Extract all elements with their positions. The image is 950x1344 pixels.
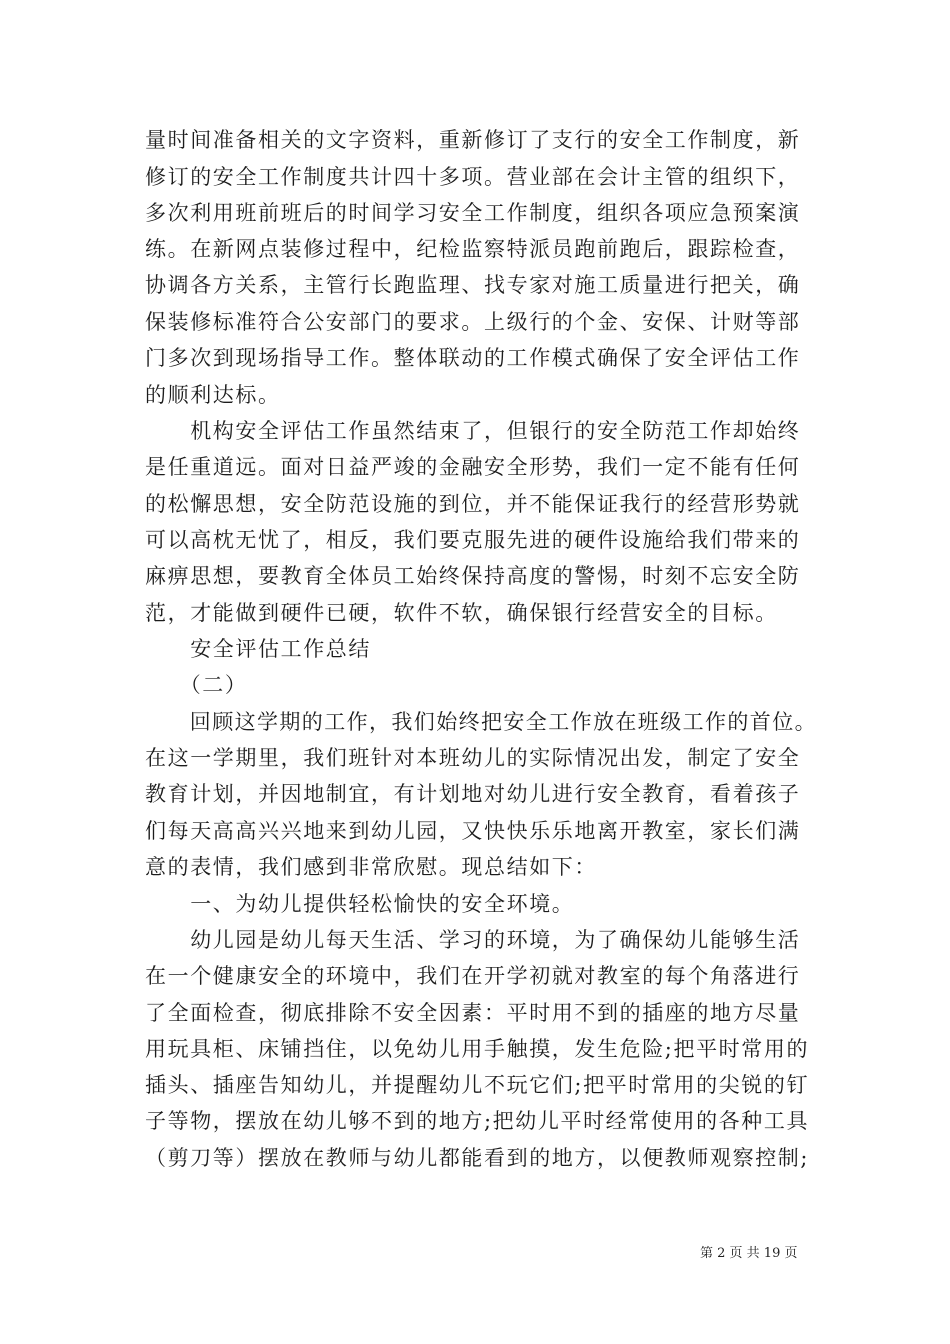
- text-line: 们每天高高兴兴地来到幼儿园，又快快乐乐地离开教室，家长们满: [145, 819, 801, 843]
- text-line: 用玩具柜、床铺挡住，以免幼儿用手触摸，发生危险;把平时常用的: [145, 1037, 810, 1061]
- text-line: 的松懈思想，安全防范设施的到位，并不能保证我行的经营形势就: [145, 492, 801, 516]
- text-line: 范，才能做到硬件已硬，软件不软，确保银行经营安全的目标。: [145, 601, 778, 625]
- text-line: 回顾这学期的工作，我们始终把安全工作放在班级工作的首位。: [145, 710, 817, 734]
- text-line: 修订的安全工作制度共计四十多项。营业部在会计主管的组织下，: [145, 165, 801, 189]
- page-number: 第 2 页 共 19 页: [700, 1246, 798, 1261]
- text-line: 教育计划，并因地制宜，有计划地对幼儿进行安全教育，看着孩子: [145, 782, 801, 806]
- text-line: 意的表情，我们感到非常欣慰。现总结如下：: [145, 855, 597, 879]
- text-line: 在这一学期里，我们班针对本班幼儿的实际情况出发，制定了安全: [145, 746, 801, 770]
- text-line: 的顺利达标。: [145, 383, 281, 407]
- text-line: 是任重道远。面对日益严竣的金融安全形势，我们一定不能有任何: [145, 455, 801, 479]
- text-line: 幼儿园是幼儿每天生活、学习的环境，为了确保幼儿能够生活: [145, 928, 801, 952]
- text-line: 保装修标准符合公安部门的要求。上级行的个金、安保、计财等部: [145, 310, 801, 334]
- text-line: 可以高枕无忧了，相反，我们要克服先进的硬件设施给我们带来的: [145, 528, 801, 552]
- text-line: 练。在新网点装修过程中，纪检监察特派员跑前跑后，跟踪检查，: [145, 237, 801, 261]
- section-heading: 安全评估工作总结: [145, 637, 371, 661]
- text-line: 多次利用班前班后的时间学习安全工作制度，组织各项应急预案演: [145, 201, 801, 225]
- text-line: （剪刀等）摆放在教师与幼儿都能看到的地方，以便教师观察控制;: [145, 1146, 810, 1170]
- text-line: 插头、插座告知幼儿，并提醒幼儿不玩它们;把平时常用的尖锐的钉: [145, 1073, 810, 1097]
- section-subheading: （二）: [145, 673, 248, 697]
- text-line: 了全面检查，彻底排除不安全因素：平时用不到的插座的地方尽量: [145, 1001, 801, 1025]
- text-line: 子等物，摆放在幼儿够不到的地方;把幼儿平时经常使用的各种工具: [145, 1109, 810, 1133]
- text-line: 量时间准备相关的文字资料，重新修订了支行的安全工作制度，新: [145, 128, 801, 152]
- text-line: 在一个健康安全的环境中，我们在开学初就对教室的每个角落进行: [145, 964, 801, 988]
- text-line: 机构安全评估工作虽然结束了，但银行的安全防范工作却始终: [145, 419, 801, 443]
- text-line: 协调各方关系，主管行长跑监理、找专家对施工质量进行把关，确: [145, 273, 801, 297]
- text-line: 一、为幼儿提供轻松愉快的安全环境。: [145, 892, 575, 916]
- text-line: 门多次到现场指导工作。整体联动的工作模式确保了安全评估工作: [145, 346, 801, 370]
- text-line: 麻痹思想，要教育全体员工始终保持高度的警惕，时刻不忘安全防: [145, 564, 801, 588]
